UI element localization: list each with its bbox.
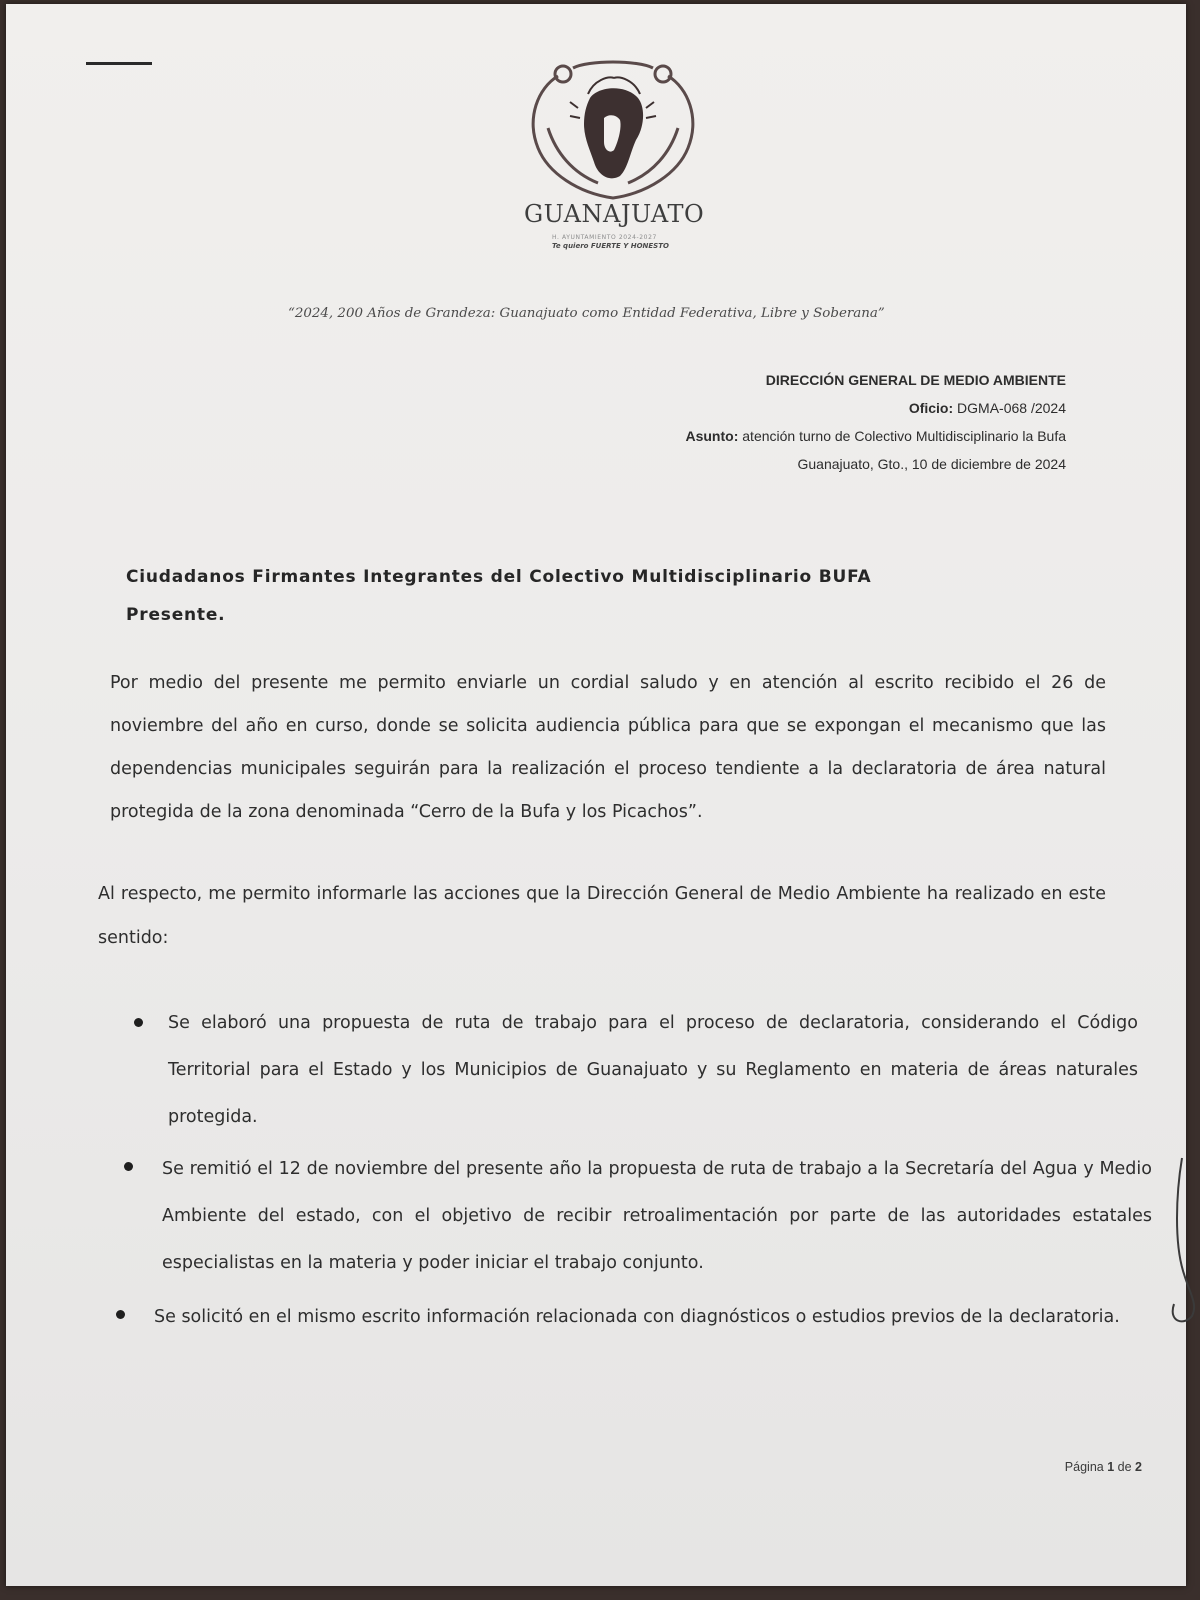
salutation (126, 558, 872, 634)
recipient-line: Ciudadanos Firmantes Integrantes del Colectivo Multidisciplinario BUFA (126, 567, 872, 587)
bullet-dot-icon (116, 1310, 125, 1319)
brand-slogan: Te quiero FUERTE Y HONESTO (552, 242, 669, 250)
document-page (6, 4, 1186, 1586)
brand-subtitle: H. AYUNTAMIENTO 2024-2027 (552, 234, 657, 241)
oficio-line (685, 394, 1066, 422)
oficio-value: DGMA-068 /2024 (957, 400, 1066, 416)
pencil-mark-icon (1162, 1154, 1200, 1344)
list-item: Se remitió el 12 de noviembre del presente año la propuesta de ruta de trabajo a la Secretaría del Agua y Medio Ambiente del estado, con el objetivo de recibir retroalimentación por parte de las autoridades estatales especialistas en la materia y poder iniciar el trabajo conjunto. (162, 1159, 1152, 1273)
asunto-line (685, 422, 1066, 450)
bullet-dot-icon (124, 1162, 133, 1171)
oficio-label: Oficio: (908, 400, 954, 416)
page-of: de (1117, 1460, 1132, 1474)
body-paragraph-2: Al respecto, me permito informarle las acciones que la Dirección General de Medio Ambiente ha realizado en este sentido: (98, 884, 1106, 948)
corner-dash (86, 62, 152, 65)
presente-line: Presente. (126, 605, 226, 625)
year-motto: “2024, 200 Años de Grandeza: Guanajuato como Entidad Federativa, Libre y Soberana” (288, 306, 885, 321)
page-current: 1 (1107, 1460, 1115, 1474)
list-item: Se solicitó en el mismo escrito información relacionada con diagnósticos o estudios previos de la declaratoria. (154, 1307, 1120, 1327)
asunto-value: atención turno de Colectivo Multidisciplinario la Bufa (742, 428, 1066, 444)
asunto-label: Asunto: (685, 428, 739, 444)
list-item: Se elaboró una propuesta de ruta de trabajo para el proceso de declaratoria, considerando el Código Territorial para el Estado y los Municipios de Guanajuato y su Reglamento en materia de áreas naturales protegida. (168, 1013, 1138, 1127)
brand-name: GUANAJUATO (524, 200, 705, 228)
place-date: Guanajuato, Gto., 10 de diciembre de 2024 (797, 456, 1066, 472)
bullet-dot-icon (134, 1018, 143, 1027)
department-name: DIRECCIÓN GENERAL DE MEDIO AMBIENTE (765, 372, 1066, 388)
page-label: Página (1064, 1460, 1104, 1474)
office-header (685, 366, 1066, 478)
brand-logo (520, 200, 710, 264)
guanajuato-seal-icon (518, 58, 708, 203)
body-paragraph-1: Por medio del presente me permito enviarle un cordial saludo y en atención al escrito recibido el 26 de noviembre del año en curso, donde se solicita audiencia pública para que se expongan el mecanismo que las dependencias municipales seguirán para la realización el proceso tendiente a la declaratoria de área natural protegida de la zona denominada “Cerro de la Bufa y los Picachos”. (110, 673, 1106, 822)
page-number (1065, 1460, 1142, 1474)
page-total: 2 (1135, 1460, 1142, 1474)
